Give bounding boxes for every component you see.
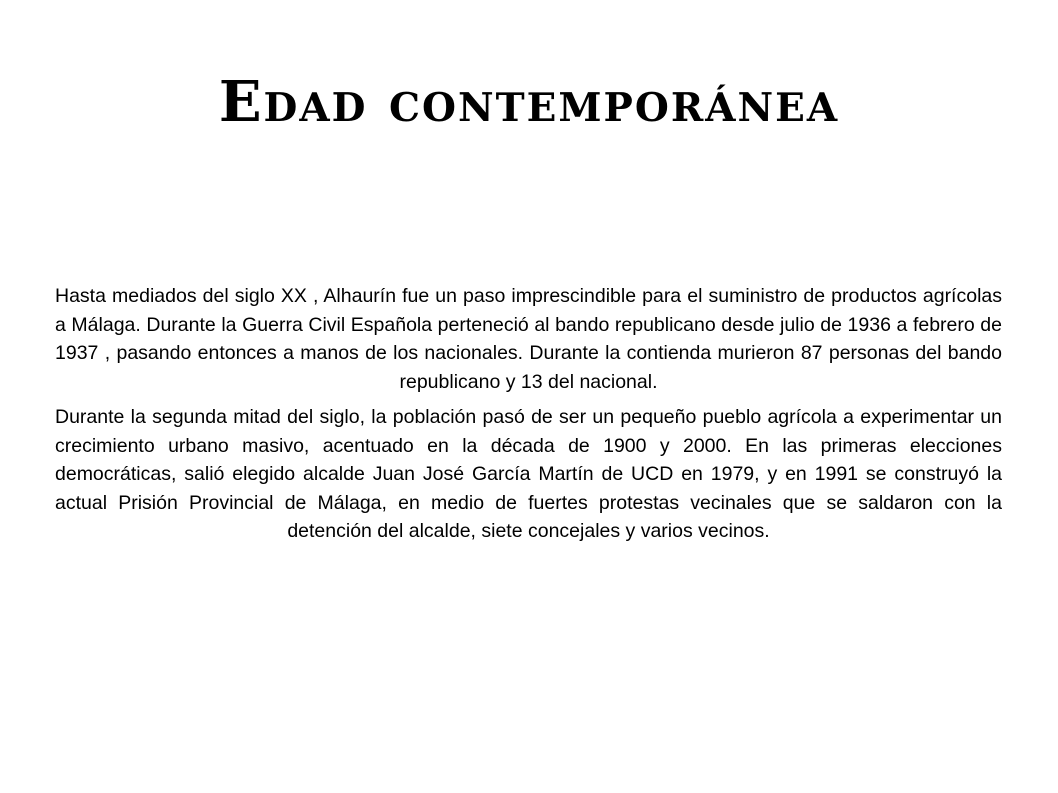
slide-body [55,282,1002,553]
slide-title: Edad contemporánea [218,69,840,135]
paragraph-1: Hasta mediados del siglo XX , Alhaurín fue un paso imprescindible para el suministro de productos agrícolas a Málaga. Durante la Guerra Civil Española perteneció al bando republicano desde julio de 1936 a febrero de 1937 , pasando entonces a manos de los nacionales. Durante la contienda murieron 87 personas del bando republicano y 13 del nacional. [55,285,1002,393]
paragraph-2: Durante la segunda mitad del siglo, la población pasó de ser un pequeño pueblo agrícola a experimentar un crecimiento urbano masivo, acentuado en la década de 1900 y 2000. En las primeras elecciones democráticas, salió elegido alcalde Juan José García Martín de UCD en 1979, y en 1991 se construyó la actual Prisión Provincial de Málaga, en medio de fuertes protestas vecinales que se saldaron con la detención del alcalde, siete concejales y varios vecinos. [55,406,1002,542]
